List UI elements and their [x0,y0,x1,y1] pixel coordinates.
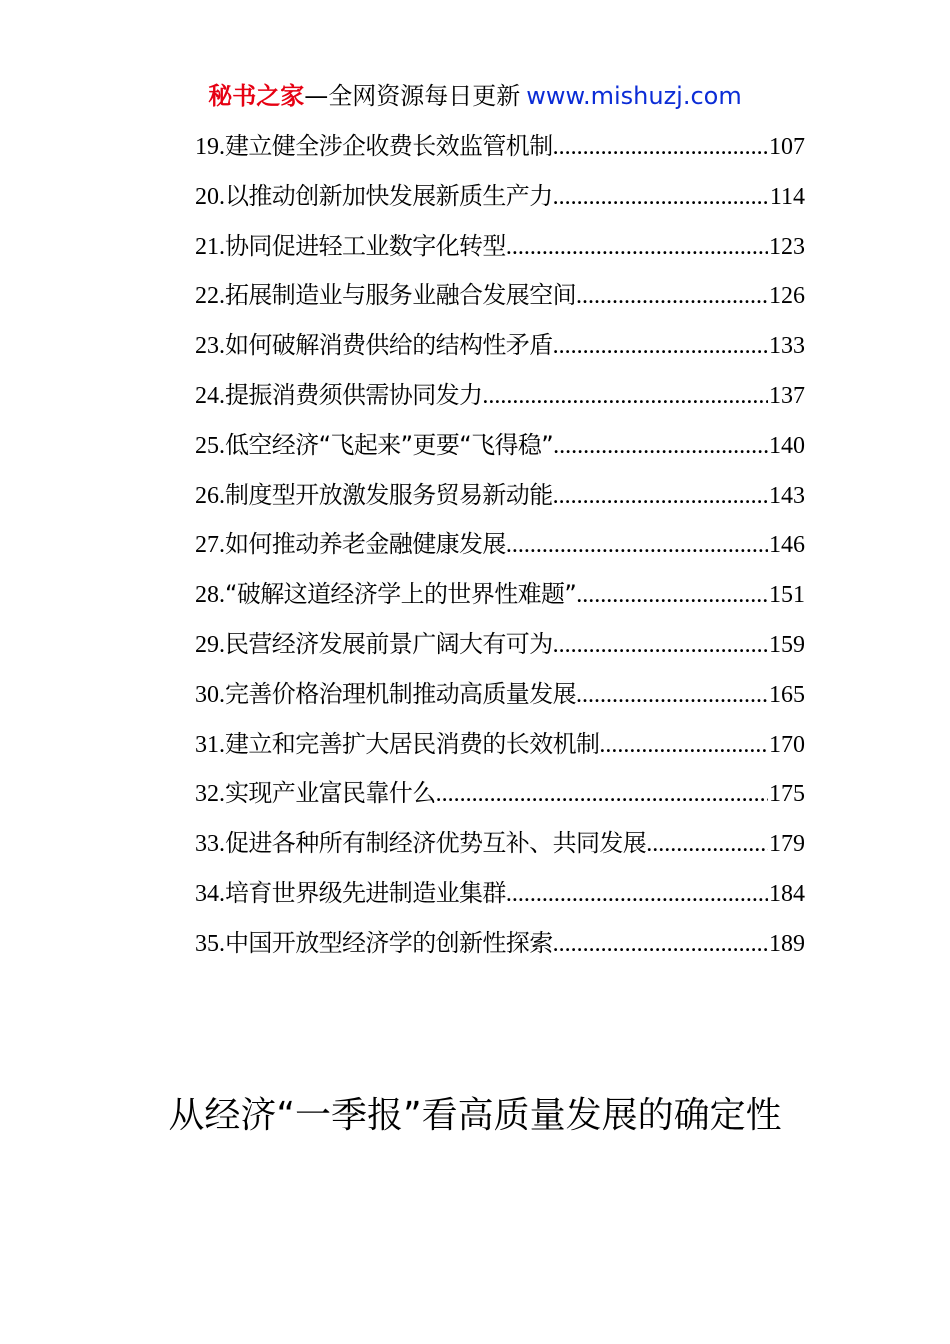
toc-entry-number: 25. [195,432,225,459]
toc-entry-page: 170 [769,731,805,758]
toc-leader-dots [506,876,768,912]
toc-leader-dots [553,428,768,464]
toc-entry[interactable] [195,228,805,278]
toc-entry-number: 35. [195,930,225,957]
toc-entry[interactable] [195,477,805,527]
toc-entry[interactable] [195,576,805,626]
toc-entry[interactable] [195,327,805,377]
toc-entry-page: 107 [769,134,805,160]
toc-entry-page: 143 [769,482,805,509]
toc-entry-number: 20. [195,183,225,210]
toc-entry-page: 137 [769,382,805,409]
toc-entry-title: 民营经济发展前景广阔大有可为 [225,629,553,658]
toc-entry[interactable] [195,825,805,875]
toc-entry-number: 23. [195,333,225,360]
toc-entry-number: 30. [195,681,225,708]
header-tagline: —全网资源每日更新 [304,82,521,110]
toc-leader-dots [436,776,768,812]
section-title: 从经济“一季报”看高质量发展的确定性 [168,1095,782,1136]
toc-leader-dots [553,478,768,514]
toc-entry-title: 拓展制造业与服务业融合发展空间 [225,281,576,310]
toc-leader-dots [576,577,768,613]
toc-entry-title: 协同促进轻工业数字化转型 [225,231,506,260]
toc-entry[interactable] [195,875,805,925]
brand-name: 秘书之家 [208,82,305,110]
toc-entry-title: 中国开放型经济学的创新性探索 [225,928,553,957]
toc-entry-title: 如何推动养老金融健康发展 [225,530,506,559]
toc-entry[interactable] [195,925,805,975]
toc-entry-page: 151 [769,582,805,609]
toc-leader-dots [506,229,768,265]
toc-entry-title: 以推动创新加快发展新质生产力 [225,181,553,210]
toc-entry[interactable] [195,726,805,776]
toc-entry-number: 32. [195,781,225,808]
toc-entry[interactable] [195,178,805,228]
toc-leader-dots [576,278,768,314]
toc-entry[interactable] [195,775,805,825]
toc-entry-number: 27. [195,532,225,559]
toc-entry-page: 189 [769,930,805,957]
toc-entry-page: 159 [769,631,805,658]
toc-entry-title: “破解这道经济学上的世界性难题” [225,580,577,609]
toc-entry[interactable] [195,277,805,327]
toc-leader-dots [482,378,768,414]
site-url[interactable]: www.mishuzj.com [526,82,742,110]
toc-entry-number: 19. [195,134,225,160]
toc-entry-page: 146 [769,532,805,559]
toc-entry-page: 165 [769,681,805,708]
toc-leader-dots [553,179,769,215]
toc-entry-title: 如何破解消费供给的结构性矛盾 [225,331,553,360]
toc-entry-number: 24. [195,382,225,409]
toc-entry-title: 促进各种所有制经济优势互补、共同发展 [225,829,647,858]
toc-entry-title: 建立健全涉企收费长效监管机制 [225,132,553,160]
toc-entry-number: 26. [195,482,225,509]
toc-leader-dots [553,129,768,165]
toc-entry-title: 实现产业富民靠什么 [225,779,436,808]
toc-entry-number: 28. [195,582,225,609]
toc-leader-dots [599,727,768,763]
toc-entry[interactable] [195,377,805,427]
toc-entry-title: 培育世界级先进制造业集群 [225,878,506,907]
toc-entry-number: 34. [195,880,225,907]
toc-entry-page: 140 [769,432,805,459]
toc-entry[interactable] [195,128,805,178]
toc-entry-page: 184 [769,880,805,907]
toc-entry-page: 126 [769,283,805,310]
toc-entry-number: 22. [195,283,225,310]
toc-entry-number: 31. [195,731,225,758]
toc-entry[interactable] [195,676,805,726]
toc-entry-title: 制度型开放激发服务贸易新动能 [225,480,553,509]
toc-entry-page: 179 [769,831,805,858]
table-of-contents [195,128,805,975]
toc-leader-dots [553,627,768,663]
toc-entry-number: 21. [195,233,225,260]
toc-entry[interactable] [195,526,805,576]
toc-leader-dots [553,926,768,962]
toc-entry-title: 低空经济“飞起来”更要“飞得稳” [225,430,554,459]
toc-leader-dots [506,527,768,563]
toc-entry-title: 建立和完善扩大居民消费的长效机制 [225,729,600,758]
toc-leader-dots [576,677,768,713]
toc-leader-dots [646,826,768,862]
site-header [0,80,950,112]
toc-entry-number: 33. [195,831,225,858]
toc-entry-page: 175 [769,781,805,808]
toc-entry-number: 29. [195,631,225,658]
toc-entry-page: 133 [769,333,805,360]
toc-entry-page: 114 [769,183,805,210]
toc-entry[interactable] [195,626,805,676]
toc-entry-page: 123 [769,233,805,260]
toc-entry-title: 完善价格治理机制推动高质量发展 [225,679,576,708]
toc-entry[interactable] [195,427,805,477]
toc-entry-title: 提振消费须供需协同发力 [225,380,483,409]
toc-leader-dots [553,328,768,364]
